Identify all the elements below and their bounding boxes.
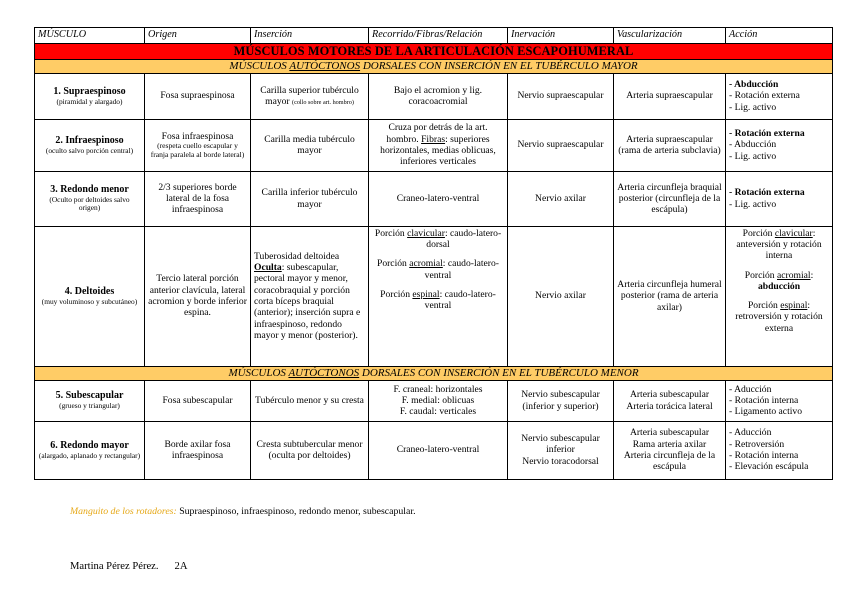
header-insercion: Inserción [251,28,369,44]
action-cell: - Aducción - Rotación interna - Ligamento activo [726,380,833,421]
author-name: Martina Pérez Pérez. [70,561,159,572]
header-inervacion: Inervación [508,28,614,44]
table-row: 2. Infraespinoso (oculto salvo porción central) Fosa infraespinosa (respeta cuello escapular y franja paralela al borde lateral) Carilla media tubérculo mayor Cruza por detrás de la art. hombro. Fibras: superiores horizontales, medias oblicuas, inferiores verticales Nervio supraescapular Arteria supraescapular (rama de arteria subclavia) - Rotación externa - Abducción - Lig. activo [35,119,833,171]
footer [70,561,188,572]
table-row: 4. Deltoides (muy voluminoso y subcutáneo) Tercio lateral porción anterior clavícula, lateral acromion y borde inferior espina. Tuberosidad deltoidea Oculta: subescapular, pectoral mayor y menor, coracobraquial y porción corta bíceps braquial (anterior); inserción supra e infraespinoso, redondo mayor y menor (posterior). Porción clavicular: caudo-latero-dorsal Porción acromial: caudo-latero-ventral Porción espinal: caudo-latero-ventral Nervio axilar Arteria circunfleja humeral posterior (rama de arteria axilar) Porción clavicular: anteversión y rotación interna Porción acromial: abducción Porción espinal: retroversión y rotación externa [35,226,833,366]
action-cell: - Rotación externa - Abducción - Lig. activo [726,119,833,171]
note-text: Supraespinoso, infraespinoso, redondo menor, subescapular. [176,506,416,517]
table-row: 1. Supraespinoso (piramidal y alargado) Fosa supraespinosa Carilla superior tubérculo mayor (collo sobre art. hombro) Bajo el acromion y lig. coracoacromial Nervio supraescapular Arteria supraescapular - Abducción - Rotación externa - Lig. activo [35,73,833,119]
section-heading-menor: MÚSCULOS AUTÓCTONOS DORSALES CON INSERCIÓN EN EL TUBÉRCULO MENOR [35,366,833,380]
note-label: Manguito de los rotadores: [70,506,177,517]
header-origen: Origen [145,28,251,44]
action-cell: - Aducción - Retroversión - Rotación interna - Elevación escápula [726,421,833,479]
group-label: 2A [174,561,188,572]
title-row [35,44,833,60]
muscle-name-cell: 1. Supraespinoso (piramidal y alargado) [35,73,145,119]
header-musculo: MÚSCULO [35,28,145,44]
action-cell: - Rotación externa - Lig. activo [726,171,833,226]
table-title: MÚSCULOS MOTORES DE LA ARTICULACIÓN ESCAPOHUMERAL [35,44,833,60]
muscle-name-cell: 5. Subescapular (grueso y triangular) [35,380,145,421]
muscle-table [34,27,833,480]
muscle-name-cell: 6. Redondo mayor (alargado, aplanado y rectangular) [35,421,145,479]
action-cell: Porción clavicular: anteversión y rotación interna Porción acromial: abducción Porción espinal: retroversión y rotación externa [726,226,833,366]
header-vascularizacion: Vascularización [614,28,726,44]
muscle-name-cell: 3. Redondo menor (Oculto por deltoides salvo origen) [35,171,145,226]
table-row: 5. Subescapular (grueso y triangular) Fosa subescapular Tubérculo menor y su cresta F. craneal: horizontales F. medial: oblicuas F. caudal: verticales Nervio subescapular (inferior y superior) Arteria subescapular Arteria torácica lateral - Aducción - Rotación interna - Ligamento activo [35,380,833,421]
table-row: 6. Redondo mayor (alargado, aplanado y rectangular) Borde axilar fosa infraespinosa Cresta subtubercular menor (oculta por deltoides) Craneo-latero-ventral Nervio subescapular inferior Nervio toracodorsal Arteria subescapular Rama arteria axilar Arteria circunfleja de la escápula - Aducción - Retroversión - Rotación interna - Elevación escápula [35,421,833,479]
table-row: 3. Redondo menor (Oculto por deltoides salvo origen) 2/3 superiores borde lateral de la fosa infraespinosa Carilla inferior tubérculo mayor Craneo-latero-ventral Nervio axilar Arteria circunfleja braquial posterior (circunfleja de la escápula) - Rotación externa - Lig. activo [35,171,833,226]
header-recorrido: Recorrido/Fibras/Relación [369,28,508,44]
muscle-name-cell: 4. Deltoides (muy voluminoso y subcutáneo) [35,226,145,366]
rotator-cuff-note [70,506,416,517]
muscle-name-cell: 2. Infraespinoso (oculto salvo porción central) [35,119,145,171]
header-accion: Acción [726,28,833,44]
section-heading-mayor: MÚSCULOS AUTÓCTONOS DORSALES CON INSERCIÓN EN EL TUBÉRCULO MAYOR [35,59,833,73]
action-cell: - Abducción - Rotación externa - Lig. activo [726,73,833,119]
header-row [35,28,833,44]
